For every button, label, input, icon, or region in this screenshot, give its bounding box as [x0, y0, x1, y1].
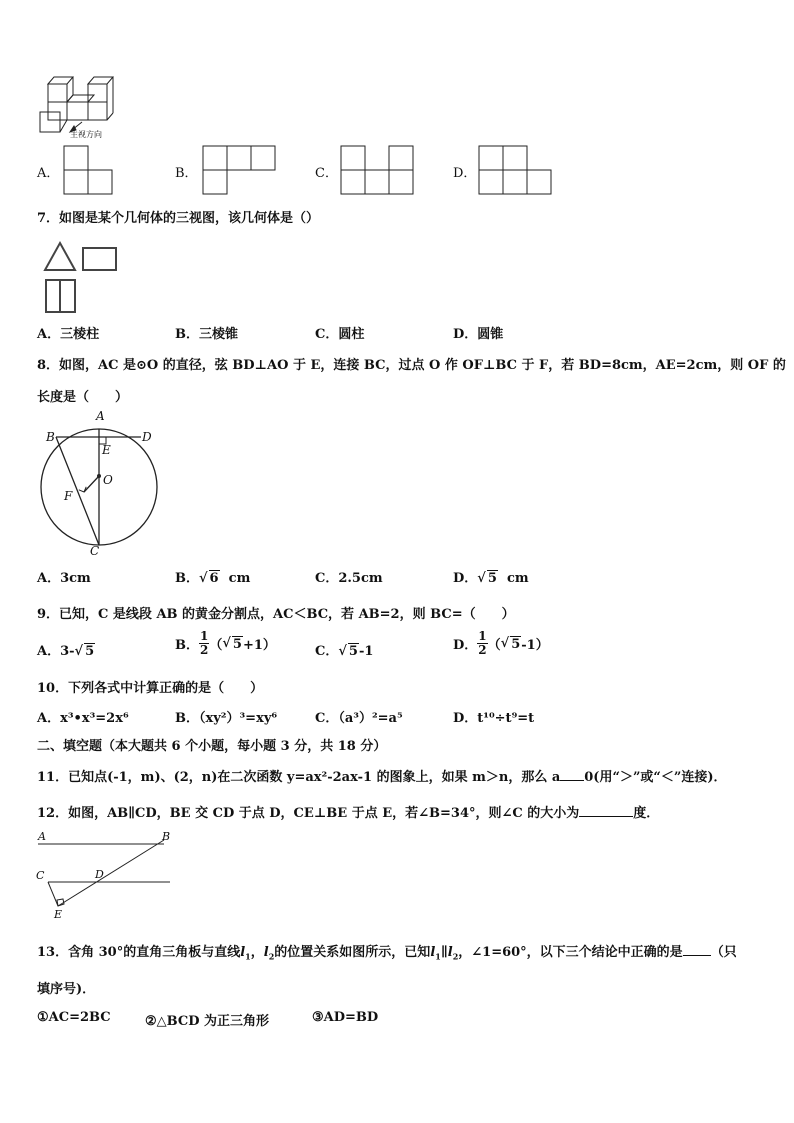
q13-answer-blank[interactable] — [683, 955, 711, 956]
q7-option-a: A．三棱柱 — [37, 327, 100, 342]
q8-label-a: A — [96, 409, 105, 423]
q6-option-b-label: B． — [175, 166, 198, 181]
q7-option-b: B．三棱锥 — [175, 327, 238, 342]
q7-stem: 7．如图是某个几何体的三视图，该几何体是（） — [37, 211, 320, 226]
q10-stem: 10．下列各式中计算正确的是（ ） — [37, 681, 264, 696]
q6-option-d-figure — [478, 145, 554, 195]
q6-option-a-label: A． — [37, 166, 60, 181]
q6-caption: 主视方向 — [70, 130, 102, 139]
q8-option-a: A．3cm — [37, 571, 91, 586]
q6-option-c-label: C． — [315, 166, 338, 181]
q13-conclusion-1: ①AC=2BC — [37, 1010, 111, 1025]
q10-option-b: B．（xy²）³=xy⁶ — [175, 711, 278, 726]
q6-option-d-label: D． — [453, 166, 477, 181]
q8-option-b: B．√ 6 cm — [175, 571, 251, 586]
q9-option-b: B． $\frac{1}{2}$ （√ 5+1） — [175, 629, 276, 657]
q13-line1: 13．含角 30°的直角三角板与直线$l_1$，$l_2$的位置关系如图所示，已知$l_1\parallel l_2$，∠1=60°，以下三个结论中正确的是 （只 — [37, 945, 737, 962]
q8-circle-figure — [36, 408, 166, 556]
q12-label-b: B — [162, 830, 171, 843]
q12-label-d: D — [95, 868, 104, 881]
q8-label-b: B — [46, 430, 55, 444]
q12-label-e: E — [54, 908, 63, 920]
q9-option-a: A．3-√ 5 — [37, 644, 95, 659]
q7-option-d: D．圆锥 — [453, 327, 504, 342]
q8-label-o: O — [103, 473, 113, 487]
q7-three-views-figure — [40, 240, 122, 316]
q6-option-b-figure — [202, 145, 278, 195]
q8-label-d: D — [142, 430, 152, 444]
q8-stem-line1: 8．如图，AC 是⊙O 的直径，弦 BD⊥AO 于 E，连接 BC，过点 O 作 OF⊥BC 于 F，若 BD=8cm，AE=2cm，则 OF 的 — [37, 358, 786, 373]
q10-option-c: C．（a³）²=a⁵ — [315, 711, 403, 726]
q12-label-a: A — [38, 830, 46, 843]
q8-label-e: E — [102, 443, 111, 457]
q12-label-c: C — [36, 869, 45, 882]
q11-answer-blank[interactable] — [560, 780, 584, 781]
q8-label-f: F — [64, 489, 73, 503]
q12-answer-blank[interactable] — [579, 816, 633, 817]
q6-cubes-figure — [36, 74, 122, 140]
q13-line2: 填序号)． — [37, 982, 96, 997]
q8-option-d: D．√ 5 cm — [453, 571, 529, 586]
q9-option-d: D． $\frac{1}{2}$ （√ 5-1） — [453, 629, 549, 657]
section2-heading: 二、填空题（本大题共 6 个小题，每小题 3 分，共 18 分） — [37, 739, 387, 754]
q7-option-c: C．圆柱 — [315, 327, 365, 342]
q11-text: 11．已知点(-1，m)、(2，n)在二次函数 y=ax²-2ax-1 的图象上，如果 m＞n，那么 a 0(用“＞”或“＜”连接)． — [37, 770, 727, 785]
q8-label-c: C — [90, 544, 100, 556]
q9-option-c: C．√ 5-1 — [315, 644, 374, 659]
q8-option-c: C．2.5cm — [315, 571, 383, 586]
q8-stem-line2: 长度是（ ） — [37, 390, 129, 405]
q10-option-a: A．x³•x³=2x⁶ — [37, 711, 129, 726]
q12-text: 12．如图，AB∥CD，BE 交 CD 于点 D，CE⊥BE 于点 E，若∠B=34°，则∠C 的大小为 度． — [37, 806, 660, 821]
q13-conclusion-2: ②△BCD 为正三角形 — [145, 1014, 270, 1029]
q9-stem: 9．已知，C 是线段 AB 的黄金分割点，AC＜BC，若 AB=2，则 BC=（ ） — [37, 607, 515, 622]
q12-figure — [34, 828, 176, 920]
q13-conclusion-3: ③AD=BD — [312, 1010, 379, 1025]
q6-option-c-figure — [340, 145, 416, 195]
q10-option-d: D．t¹⁰÷t⁹=t — [453, 711, 535, 726]
q6-option-a-figure — [63, 145, 115, 195]
